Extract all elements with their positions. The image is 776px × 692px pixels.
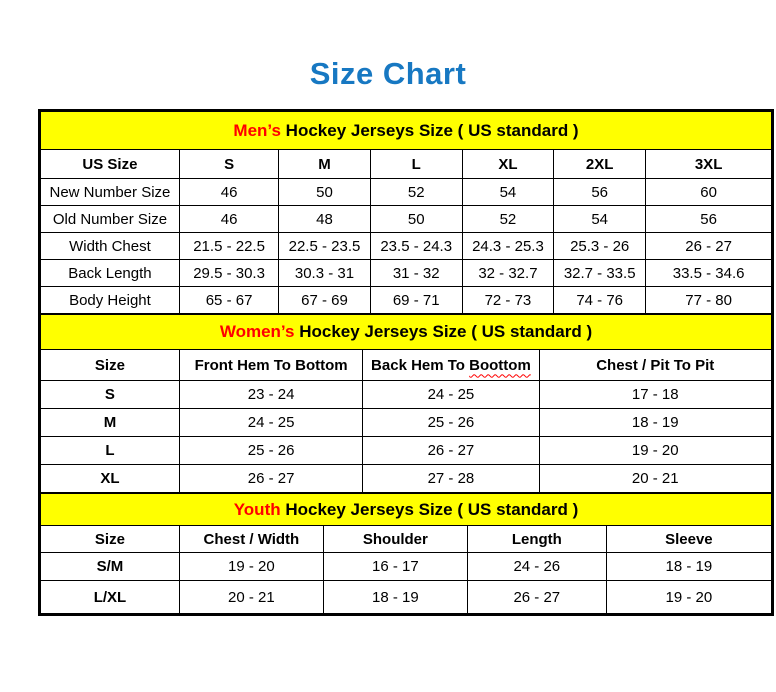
table-cell: 24 - 26 — [467, 553, 606, 581]
table-cell: 54 — [462, 179, 553, 206]
youth-caption-row — [41, 494, 772, 526]
youth-table-caption — [41, 494, 772, 526]
row-label: Body Height — [41, 287, 180, 314]
mens-caption-row — [41, 112, 772, 150]
table-row — [41, 381, 772, 409]
table-cell: 19 - 20 — [539, 437, 772, 465]
row-label: S/M — [41, 553, 180, 581]
table-cell: 65 - 67 — [179, 287, 278, 314]
table-cell: 46 — [179, 179, 278, 206]
table-cell: 32.7 - 33.5 — [554, 260, 646, 287]
womens-caption-rest: Hockey Jerseys Size ( US standard ) — [294, 322, 593, 341]
page-title: Size Chart — [309, 56, 467, 91]
womens-size-table — [40, 314, 772, 493]
table-row — [41, 206, 772, 233]
column-header-text: Back Hem To — [371, 356, 465, 374]
table-cell: 26 - 27 — [363, 437, 539, 465]
table-row — [41, 287, 772, 314]
column-header: Chest / Pit To Pit — [539, 350, 772, 381]
row-label: L — [41, 437, 180, 465]
table-cell: 60 — [646, 179, 772, 206]
row-label: L/XL — [41, 581, 180, 614]
table-cell: 23.5 - 24.3 — [370, 233, 462, 260]
row-label: M — [41, 409, 180, 437]
table-cell: 23 - 24 — [179, 381, 362, 409]
table-cell: 54 — [554, 206, 646, 233]
table-cell: 24 - 25 — [363, 381, 539, 409]
table-row — [41, 553, 772, 581]
womens-caption-row — [41, 315, 772, 350]
table-cell: 25 - 26 — [363, 409, 539, 437]
column-header: 2XL — [554, 150, 646, 179]
misspelled-word: Boottom — [469, 356, 531, 374]
table-row — [41, 581, 772, 614]
table-cell: 20 - 21 — [539, 465, 772, 493]
table-cell: 56 — [646, 206, 772, 233]
column-header: Size — [41, 526, 180, 553]
column-header: Sleeve — [606, 526, 771, 553]
column-header: XL — [462, 150, 553, 179]
column-header: Shoulder — [323, 526, 467, 553]
table-cell: 30.3 - 31 — [279, 260, 370, 287]
table-cell: 32 - 32.7 — [462, 260, 553, 287]
table-cell: 69 - 71 — [370, 287, 462, 314]
column-header: Chest / Width — [179, 526, 323, 553]
table-cell: 18 - 19 — [606, 553, 771, 581]
column-header: Size — [41, 350, 180, 381]
table-cell: 67 - 69 — [279, 287, 370, 314]
mens-size-table — [40, 111, 772, 314]
table-cell: 20 - 21 — [179, 581, 323, 614]
table-cell: 24 - 25 — [179, 409, 362, 437]
mens-caption-rest: Hockey Jerseys Size ( US standard ) — [280, 120, 579, 140]
row-label: Width Chest — [41, 233, 180, 260]
table-cell: 48 — [279, 206, 370, 233]
row-label: S — [41, 381, 180, 409]
table-cell: 77 - 80 — [646, 287, 772, 314]
column-header: S — [179, 150, 278, 179]
table-cell: 22.5 - 23.5 — [279, 233, 370, 260]
table-cell: 52 — [462, 206, 553, 233]
youth-caption-rest: Hockey Jerseys Size ( US standard ) — [280, 499, 579, 519]
youth-header-row — [41, 526, 772, 553]
column-header: Length — [467, 526, 606, 553]
table-cell: 33.5 - 34.6 — [646, 260, 772, 287]
size-chart-tables — [38, 109, 774, 616]
column-header-misspelled — [363, 350, 539, 381]
table-cell: 52 — [370, 179, 462, 206]
column-header: M — [279, 150, 370, 179]
table-row — [41, 465, 772, 493]
youth-caption-highlight: Youth — [233, 499, 281, 519]
row-label: XL — [41, 465, 180, 493]
table-row — [41, 437, 772, 465]
womens-table-caption — [41, 315, 772, 350]
table-row — [41, 409, 772, 437]
table-cell: 25.3 - 26 — [554, 233, 646, 260]
mens-header-row — [41, 150, 772, 179]
table-row — [41, 179, 772, 206]
table-cell: 16 - 17 — [323, 553, 467, 581]
column-header: 3XL — [646, 150, 772, 179]
womens-caption-highlight: Women’s — [219, 322, 295, 341]
table-cell: 19 - 20 — [179, 553, 323, 581]
row-label: New Number Size — [41, 179, 180, 206]
column-header: US Size — [41, 150, 180, 179]
table-row — [41, 233, 772, 260]
table-cell: 29.5 - 30.3 — [179, 260, 278, 287]
row-label: Old Number Size — [41, 206, 180, 233]
table-cell: 74 - 76 — [554, 287, 646, 314]
mens-caption-highlight: Men’s — [233, 120, 281, 140]
column-header: L — [370, 150, 462, 179]
table-row — [41, 260, 772, 287]
table-cell: 17 - 18 — [539, 381, 772, 409]
row-label: Back Length — [41, 260, 180, 287]
youth-size-table — [40, 493, 772, 614]
table-cell: 56 — [554, 179, 646, 206]
table-cell: 50 — [370, 206, 462, 233]
table-cell: 26 - 27 — [646, 233, 772, 260]
womens-header-row — [41, 350, 772, 381]
table-cell: 26 - 27 — [467, 581, 606, 614]
table-cell: 18 - 19 — [323, 581, 467, 614]
column-header: Front Hem To Bottom — [179, 350, 362, 381]
table-cell: 31 - 32 — [370, 260, 462, 287]
table-cell: 72 - 73 — [462, 287, 553, 314]
table-cell: 46 — [179, 206, 278, 233]
table-cell: 24.3 - 25.3 — [462, 233, 553, 260]
table-cell: 50 — [279, 179, 370, 206]
table-cell: 27 - 28 — [363, 465, 539, 493]
table-cell: 19 - 20 — [606, 581, 771, 614]
table-cell: 21.5 - 22.5 — [179, 233, 278, 260]
table-cell: 26 - 27 — [179, 465, 362, 493]
table-cell: 25 - 26 — [179, 437, 362, 465]
mens-table-caption — [41, 112, 772, 150]
table-cell: 18 - 19 — [539, 409, 772, 437]
